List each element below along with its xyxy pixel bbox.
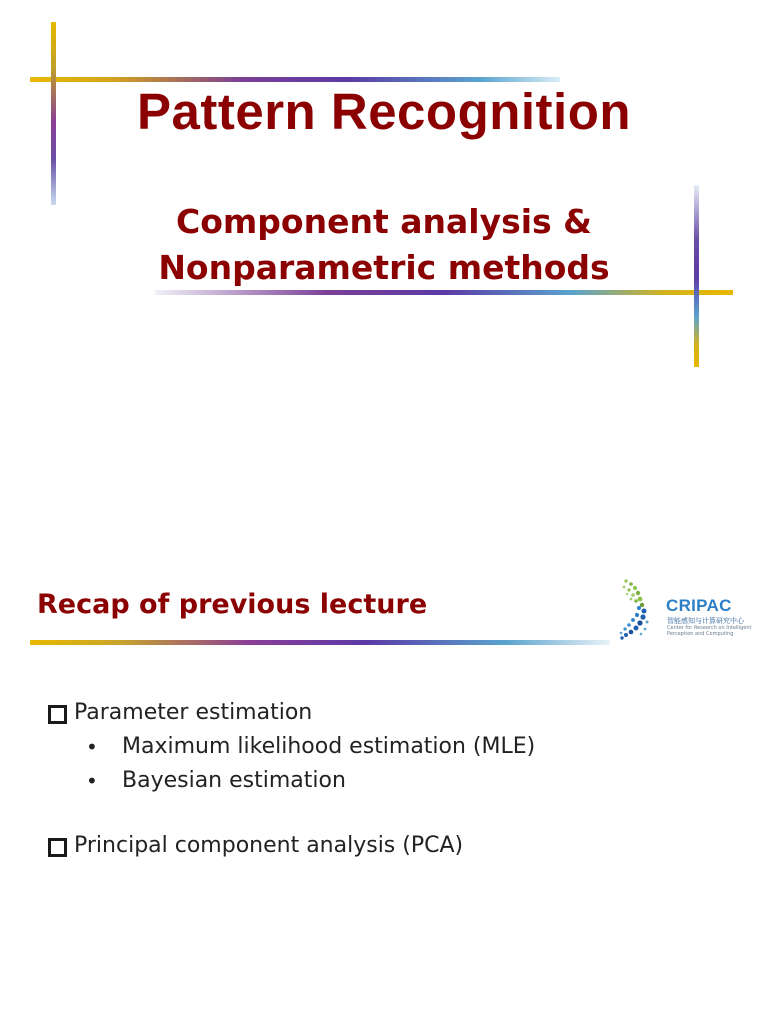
- recap-title: Recap of previous lecture: [37, 589, 428, 620]
- bullet-list: [46, 696, 746, 863]
- title-underline: [30, 640, 610, 645]
- title-slide: [0, 0, 768, 384]
- list-item: [46, 829, 746, 863]
- square-box-icon: [48, 838, 67, 857]
- slide-title: Pattern Recognition: [136, 83, 632, 140]
- sub-list-item-label: Maximum likelihood estimation (MLE): [122, 734, 536, 759]
- subtitle-line-2: Nonparametric methods: [158, 248, 610, 287]
- sub-list-item: [46, 764, 746, 798]
- recap-slide: [0, 384, 768, 1024]
- cripac-logo: [618, 578, 768, 648]
- slide-subtitle: [0, 199, 768, 291]
- logo-chinese-name: 智能感知与计算研究中心: [667, 617, 744, 625]
- list-item-label: Principal component analysis (PCA): [74, 833, 464, 858]
- cripac-dots-icon: [618, 578, 668, 648]
- square-box-icon: [48, 705, 67, 724]
- subtitle-line-1: Component analysis &: [176, 202, 592, 241]
- bullet-dot-icon: •: [86, 769, 98, 793]
- sub-list-item: [46, 730, 746, 764]
- list-item: [46, 696, 746, 730]
- logo-name: CRIPAC: [666, 596, 732, 615]
- sub-list-item-label: Bayesian estimation: [122, 768, 346, 793]
- logo-english-name: Center for Research on Intelligent Perception and Computing: [667, 625, 752, 637]
- bullet-dot-icon: •: [86, 735, 98, 759]
- list-item-label: Parameter estimation: [74, 700, 313, 725]
